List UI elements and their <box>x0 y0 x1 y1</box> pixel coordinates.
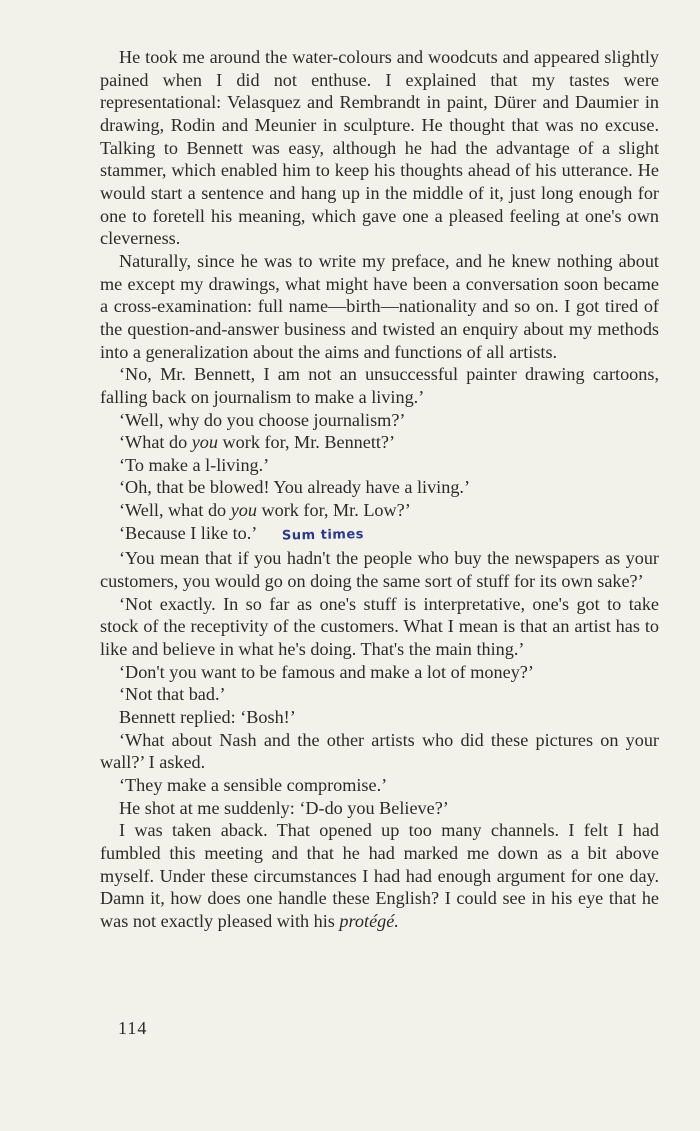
page-number: 114 <box>118 1018 148 1038</box>
paragraph: ‘You mean that if you hadn't the people who buy the newspapers as your customers, you would go on doing the same sort of stuff for its own sake?’ <box>100 548 659 592</box>
paragraph: ‘Not that bad.’ <box>119 684 226 705</box>
paragraph <box>100 522 659 548</box>
body-text <box>100 46 659 933</box>
paragraph: ‘Well, why do you choose journalism?’ <box>119 409 406 430</box>
emphasis: you <box>191 432 218 453</box>
emphasis: protégé. <box>339 910 399 931</box>
paragraph: Naturally, since he was to write my preface, and he knew nothing about me except my drawings, what might have been a conversation soon became a cross-examination: full name—birth—nationality and so on. I got tired of the question-and-answer business and twisted an enquiry about my methods into a generalization about the aims and functions of all artists. <box>100 250 659 362</box>
paragraph <box>100 819 659 932</box>
text-span: I was taken aback. That opened up too many channels. I felt I had fumbled this meeting and that he had marked me down as a bit above myself. Under these circumstances I had had enough argument for one day. Damn it, how does one handle these English? I could see in his eye that he was not exactly pleased with his <box>100 820 659 931</box>
text-span: ‘Well, what do <box>119 500 231 521</box>
paragraph: ‘Don't you want to be famous and make a lot of money?’ <box>119 661 534 682</box>
text-span: ‘What do <box>119 432 192 453</box>
paragraph <box>100 431 659 454</box>
handwritten-annotation: Sum times <box>282 526 365 544</box>
text-span: work for, Mr. Low?’ <box>256 500 411 521</box>
paragraph: ‘What about Nash and the other artists who did these pictures on your wall?’ I asked. <box>100 729 659 773</box>
paragraph: He shot at me suddenly: ‘D-do you Believe?’ <box>119 797 449 818</box>
emphasis: you <box>230 500 257 521</box>
text-span: work for, Mr. Bennett?’ <box>218 432 396 453</box>
paragraph: Bennett replied: ‘Bosh!’ <box>119 707 296 728</box>
paragraph: ‘Oh, that be blowed! You already have a living.’ <box>119 477 471 498</box>
text-span: ‘Because I like to.’ <box>119 522 258 543</box>
paragraph: ‘To make a l-living.’ <box>119 454 270 475</box>
paragraph: ‘No, Mr. Bennett, I am not an unsuccessful painter drawing cartoons, falling back on journalism to make a living.’ <box>100 364 659 407</box>
paragraph <box>100 499 659 522</box>
paragraph: ‘Not exactly. In so far as one's stuff is interpretative, one's got to take stock of the receptivity of the customers. What I mean is that an artist has to like and believe in what he's doing. That's the main thing.’ <box>100 593 659 660</box>
paragraph: ‘They make a sensible compromise.’ <box>119 775 388 795</box>
paragraph: He took me around the water-colours and woodcuts and appeared slightly pained when I did not enthuse. I explained that my tastes were representational: Velasquez and Rembrandt in paint, Dürer and Daumier in drawing, Rodin and Meunier in sculpture. He thought that was no excuse. Talking to Bennett was easy, although he had the advantage of a slight stammer, which enabled him to keep his thoughts ahead of his utterance. He would start a sentence and hang up in the middle of it, just long enough for one to foretell his meaning, which gave one a pleased feeling at one's own cleverness. <box>100 47 659 249</box>
